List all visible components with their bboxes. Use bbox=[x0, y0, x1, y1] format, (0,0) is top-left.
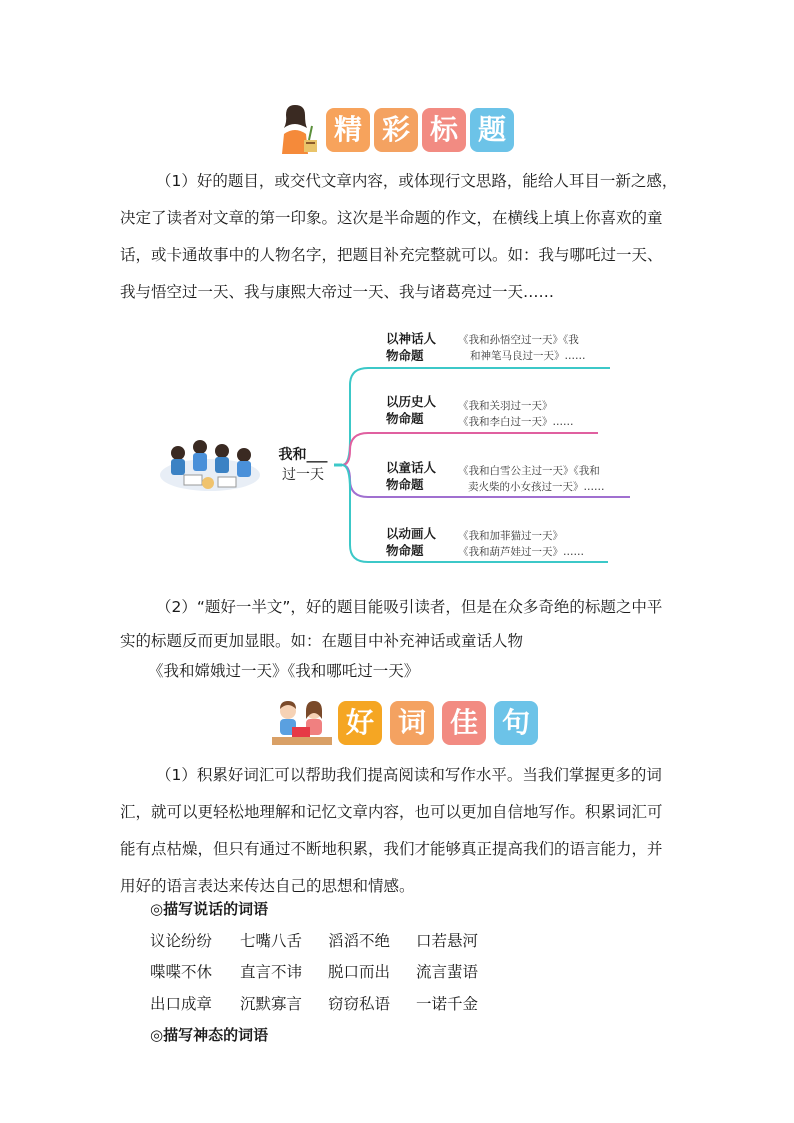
branch-label-cartoon-1: 以动画人 bbox=[386, 526, 437, 541]
branch-label-cartoon-2: 物命题 bbox=[386, 543, 424, 558]
branch-ex-cartoon-1: 《我和加菲猫过一天》 bbox=[458, 530, 563, 542]
para3-line1: （1）积累好词汇可以帮助我们提高阅读和写作水平。当我们掌握更多的词 bbox=[156, 766, 662, 784]
branch-label-myth bbox=[386, 330, 446, 364]
word-item: 喋喋不休 bbox=[150, 963, 213, 981]
teacher-icon bbox=[278, 104, 320, 156]
branch-ex-fairytale-2: 卖火柴的小女孩过一天》…… bbox=[468, 481, 605, 493]
branch-examples-history bbox=[458, 398, 574, 430]
section-header-words bbox=[0, 697, 794, 749]
para3-line2: 汇，就可以更轻松地理解和记忆文章内容，也可以更加自信地写作。积累词汇可 bbox=[120, 803, 663, 821]
paragraph-title-tips bbox=[120, 592, 690, 687]
branch-examples-myth bbox=[458, 332, 586, 364]
words-tile-2: 词 bbox=[390, 701, 434, 745]
branch-ex-history-2: 《我和李白过一天》…… bbox=[458, 416, 574, 428]
branch-label-fairytale-1: 以童话人 bbox=[386, 460, 437, 475]
title-tile-1: 精 bbox=[326, 108, 370, 152]
para2-line2: 实的标题反而更加显眼。如：在题目中补充神话或童话人物 bbox=[120, 632, 524, 650]
para1-line4: 我与悟空过一天、我与康熙大帝过一天、我与诸葛亮过一天…… bbox=[120, 283, 555, 301]
branch-line-cartoon bbox=[342, 465, 608, 562]
label-expression-words: ◎描写神态的词语 bbox=[150, 1026, 269, 1044]
para2-line3: 《我和嫦娥过一天》《我和哪吒过一天》 bbox=[148, 662, 420, 680]
branch-ex-cartoon-2: 《我和葫芦娃过一天》…… bbox=[458, 546, 584, 558]
word-item: 窃窃私语 bbox=[328, 995, 391, 1013]
word-item: 流言蜚语 bbox=[416, 963, 479, 981]
words-tile-1: 好 bbox=[338, 701, 382, 745]
para3-line3: 能有点枯燥，但只有通过不断地积累，我们才能够真正提高我们的语言能力，并 bbox=[120, 840, 663, 858]
branch-line-history bbox=[342, 433, 598, 465]
words-tile-3: 佳 bbox=[442, 701, 486, 745]
children-reading-illustration bbox=[158, 435, 262, 493]
branch-examples-fairytale bbox=[458, 463, 605, 495]
word-item: 脱口而出 bbox=[328, 963, 391, 981]
title-tile-3: 标 bbox=[422, 108, 466, 152]
para2-line1: （2）“题好一半文”，好的题目能吸引读者，但是在众多奇绝的标题之中平 bbox=[156, 598, 663, 616]
branch-line-myth bbox=[342, 368, 610, 465]
mindmap-root-line1: 我和___ bbox=[278, 447, 328, 463]
word-item: 口若悬河 bbox=[416, 932, 479, 950]
section-header-title bbox=[0, 104, 794, 156]
branch-label-history bbox=[386, 393, 446, 427]
label-speech-words: ◎描写说话的词语 bbox=[150, 900, 269, 918]
branch-line-fairytale bbox=[342, 465, 630, 497]
branch-ex-myth-1: 《我和孙悟空过一天》《我 bbox=[458, 334, 579, 346]
branch-ex-fairytale-1: 《我和白雪公主过一天》《我和 bbox=[458, 465, 600, 477]
branch-label-history-1: 以历史人 bbox=[386, 394, 437, 409]
branch-examples-cartoon bbox=[458, 528, 584, 560]
paragraph-vocabulary bbox=[120, 760, 690, 902]
words-tile-4: 句 bbox=[494, 701, 538, 745]
branch-ex-myth-2: 和神笔马良过一天》…… bbox=[470, 350, 586, 362]
word-item: 沉默寡言 bbox=[240, 995, 303, 1013]
branch-label-fairytale-2: 物命题 bbox=[386, 477, 424, 492]
para1-line3: 话，或卡通故事中的人物名字，把题目补充完整就可以。如：我与哪吒过一天、 bbox=[120, 246, 663, 264]
paragraph-intro bbox=[120, 166, 690, 308]
para1-line2: 决定了读者对文章的第一印象。这次是半命题的作文，在横线上填上你喜欢的童 bbox=[120, 209, 663, 227]
branch-ex-history-1: 《我和关羽过一天》 bbox=[458, 400, 553, 412]
mindmap-root bbox=[268, 445, 338, 485]
branch-label-cartoon bbox=[386, 525, 446, 559]
branch-label-myth-2: 物命题 bbox=[386, 348, 424, 363]
mindmap-root-line2: 过一天 bbox=[282, 467, 324, 483]
word-item: 七嘴八舌 bbox=[240, 932, 303, 950]
branch-label-myth-1: 以神话人 bbox=[386, 331, 437, 346]
title-tile-4: 题 bbox=[470, 108, 514, 152]
word-item: 议论纷纷 bbox=[150, 932, 213, 950]
word-item: 一诺千金 bbox=[416, 995, 479, 1013]
title-tile-2: 彩 bbox=[374, 108, 418, 152]
students-reading-icon bbox=[270, 699, 334, 749]
branch-label-history-2: 物命题 bbox=[386, 411, 424, 426]
para3-line4: 用好的语言表达来传达自己的思想和情感。 bbox=[120, 877, 415, 895]
branch-label-fairytale bbox=[386, 459, 446, 493]
word-item: 出口成章 bbox=[150, 995, 213, 1013]
para1-line1: （1）好的题目，或交代文章内容，或体现行文思路，能给人耳目一新之感， bbox=[156, 172, 678, 190]
word-item: 直言不讳 bbox=[240, 963, 303, 981]
word-item: 滔滔不绝 bbox=[328, 932, 391, 950]
